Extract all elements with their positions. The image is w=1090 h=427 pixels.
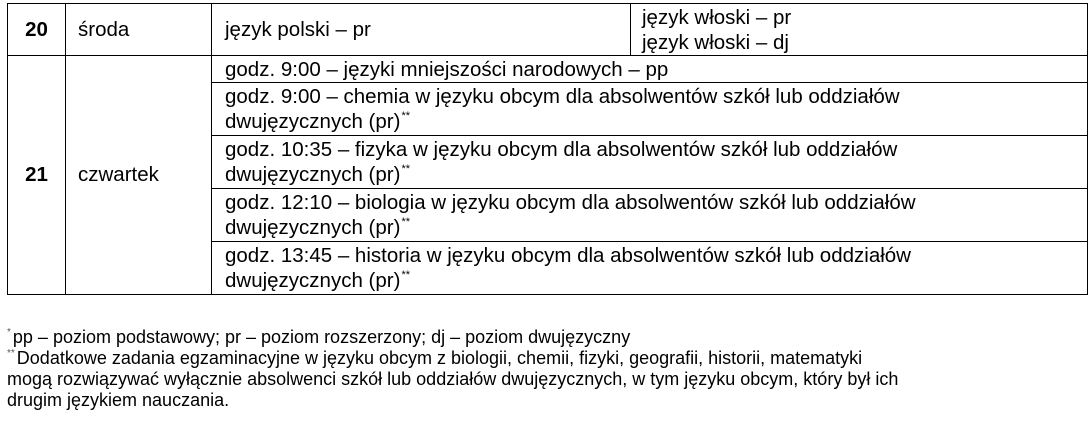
footnote-text-line: mogą rozwiązywać wyłącznie absolwenci szkół lub oddziałów dwujęzycznych, w tym języku obcym, który był ich bbox=[7, 369, 899, 389]
footnote-1 bbox=[7, 327, 1085, 348]
footnote-text-line: Dodatkowe zadania egzaminacyjne w języku obcym z biologii, chemii, fizyki, geografii, historii, matematyki bbox=[16, 348, 863, 368]
exam-entry-line: dwujęzycznych (pr) bbox=[225, 269, 401, 292]
exam-entry-line: dwujęzycznych (pr) bbox=[225, 216, 401, 239]
exam-cell bbox=[212, 242, 1088, 295]
exam-entry: język polski – pr bbox=[225, 17, 371, 41]
exam-cell bbox=[212, 83, 1088, 136]
exam-cell-right bbox=[631, 4, 1088, 56]
footnote-reference: ** bbox=[401, 269, 411, 281]
footnote-mark: ** bbox=[7, 348, 15, 359]
footnote-2 bbox=[7, 348, 1085, 369]
footnote-2-continued bbox=[7, 390, 1085, 411]
footnote-mark: * bbox=[7, 327, 11, 338]
table-row-day-21 bbox=[8, 56, 1088, 83]
weekday-cell: środa bbox=[66, 4, 212, 56]
exam-entry-line: dwujęzycznych (pr) bbox=[225, 110, 401, 133]
exam-entry: język włoski – pr bbox=[642, 5, 792, 29]
exam-entry-line: dwujęzycznych (pr) bbox=[225, 163, 401, 186]
day-number-cell: 20 bbox=[8, 4, 66, 56]
footnote-2-continued bbox=[7, 369, 1085, 390]
exam-schedule-table bbox=[7, 3, 1088, 295]
exam-cell-left bbox=[212, 4, 631, 56]
table-row-day-20 bbox=[8, 4, 1088, 56]
exam-entry: język włoski – dj bbox=[642, 30, 789, 54]
exam-entry-line: godz. 10:35 – fizyka w języku obcym dla absolwentów szkół lub oddziałów bbox=[225, 138, 898, 161]
exam-entry-line: godz. 12:10 – biologia w języku obcym dla absolwentów szkół lub oddziałów bbox=[225, 191, 916, 214]
day-number-cell: 21 bbox=[8, 56, 66, 295]
exam-entry: godz. 9:00 – języki mniejszości narodowych – pp bbox=[225, 57, 669, 81]
weekday-cell: czwartek bbox=[66, 56, 212, 295]
footnote-text-line: drugim językiem nauczania. bbox=[7, 390, 230, 410]
exam-entry-line: godz. 13:45 – historia w języku obcym dla absolwentów szkół lub oddziałów bbox=[225, 244, 911, 267]
footnote-reference: ** bbox=[401, 110, 411, 122]
footnote-reference: ** bbox=[401, 163, 411, 175]
footnote-reference: ** bbox=[401, 216, 411, 228]
exam-cell bbox=[212, 189, 1088, 242]
exam-cell bbox=[212, 136, 1088, 189]
exam-cell bbox=[212, 56, 1088, 83]
footnotes bbox=[7, 327, 1085, 411]
footnote-text: pp – poziom podstawowy; pr – poziom rozszerzony; dj – poziom dwujęzyczny bbox=[12, 327, 631, 347]
exam-entry-line: godz. 9:00 – chemia w języku obcym dla absolwentów szkół lub oddziałów bbox=[225, 85, 900, 108]
